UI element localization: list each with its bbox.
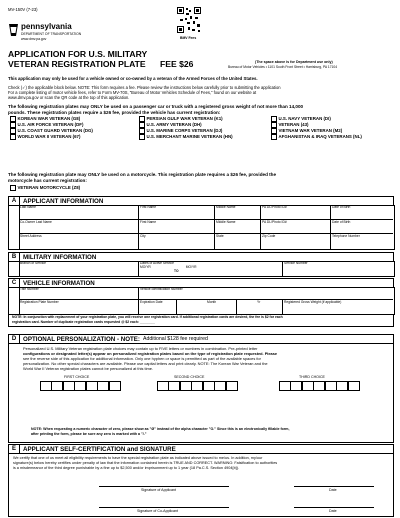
plate-option-air-force[interactable]: U.S. AIR FORCE VETERAN (DF): [10, 122, 139, 128]
co-owner-dl-id-field[interactable]: PA DL/Photo ID#: [261, 220, 331, 235]
section-fee-note: Additional $128 fee required: [143, 336, 208, 342]
zip-field[interactable]: Zip Code: [261, 234, 331, 249]
telephone-field[interactable]: Telephone Number: [332, 234, 360, 238]
agency-state: pennsylvania: [21, 22, 72, 31]
moto-note-2: motorcycle has current registration:: [8, 178, 87, 183]
plate-option-wwii[interactable]: WORLD WAR II VETERAN (67): [10, 134, 139, 140]
vehicle-note-2: registration card. Number of duplicate registration cards requested @ $2 each: ________: [12, 319, 155, 324]
section-letter: B: [9, 253, 20, 261]
checkbox[interactable]: [271, 122, 277, 128]
third-choice-label: THIRD CHOICE: [299, 375, 325, 379]
checkbox[interactable]: [271, 116, 277, 122]
letter-column-divider: [19, 205, 20, 249]
co-owner-dob-field[interactable]: Date of Birth: [331, 220, 393, 235]
fee-label: FEE $26: [160, 59, 194, 69]
plate-option-navy[interactable]: U.S. NAVY VETERAN (DI): [271, 116, 331, 122]
plate-option-coast-guard[interactable]: U.S. COAST GUARD VETERAN (DG): [10, 128, 139, 134]
intro-website-note: www.dmv.pa.gov or scan the QR code at the top of this application.: [8, 95, 130, 100]
applicant-signature-label: Signature of Applicant: [141, 488, 176, 492]
section-letter: E: [9, 445, 20, 453]
service-number-field[interactable]: Service Number: [284, 261, 308, 265]
intro-fee-note: For a complete listing of motor vehicle fees, refer to Form MV-70S, "Bureau of Motor Vehicles Schedule of Fees," found on our website at: [8, 90, 257, 95]
second-choice-boxes[interactable]: [157, 381, 238, 391]
dept-use-note: (The space above is for Department use only): [255, 60, 333, 64]
checkbox[interactable]: [139, 116, 145, 122]
checkbox[interactable]: [10, 128, 16, 134]
section-letter: D: [9, 335, 20, 343]
applicant-signature-line[interactable]: [99, 486, 229, 487]
branch-field[interactable]: Branch of Service: [19, 261, 139, 276]
plate-option-persian-gulf[interactable]: PERSIAN GULF WAR VETERAN (K1): [139, 116, 271, 122]
plate-option-army[interactable]: U.S. ARMY VETERAN (DH): [139, 122, 271, 128]
section-letter: C: [9, 279, 20, 287]
dob-field[interactable]: Date of Birth: [331, 205, 393, 220]
certification-text: We certify that one of us meet all eligibility requirements to have the special registration plate as indicated above issued to me/us. In addition, my/our signature(s) below hereby certifies under penalty of law that the information contained herein is TRUE AND CORRECT. WARNING: Falsification to authorities is a misdemeanor of the third degree punishable by a fine up to $2,500 and/or imprisonment up to 1 year (18 Pa.C.S. Section 4904[b]).: [13, 456, 278, 470]
dl-id-field[interactable]: PA DL/Photo ID#: [261, 205, 331, 220]
section-title: OPTIONAL PERSONALIZATION - NOTE:: [23, 335, 140, 343]
plate-option-marine-corps[interactable]: U.S. MARINE CORPS VETERAN (DJ): [139, 128, 271, 134]
street-address-field[interactable]: Street Address: [19, 234, 139, 249]
gross-weight-field[interactable]: Registered Gross Weight (if applicable): [284, 300, 342, 304]
certification-box: [8, 453, 394, 517]
service-dates-field[interactable]: Dates of Active Service MO/YR MO/YR TO: [139, 261, 283, 276]
plate-number-field[interactable]: Registration Plate Number: [19, 300, 139, 314]
plate-row: [10, 134, 392, 140]
checkbox[interactable]: [271, 134, 277, 140]
vin-field[interactable]: Vehicle Identification Number: [139, 287, 393, 300]
checkbox[interactable]: [271, 128, 277, 134]
plate-option-korean[interactable]: KOREAN WAR VETERAN (G8): [10, 116, 139, 122]
checkbox[interactable]: [139, 122, 145, 128]
letter-column-divider: [19, 261, 20, 276]
passenger-note-1: The following registration plates may ONLY be used on a passenger car or truck with a registered gross weight of not more than 14,000: [8, 104, 304, 109]
passenger-note-2: pounds. These registration plates require a $26 fee, provided the vehicle has current registration:: [8, 109, 221, 115]
vehicle-fields: [8, 287, 395, 315]
co-owner-last-name-field[interactable]: Co-Owner Last Name: [19, 220, 139, 235]
section-title: VEHICLE INFORMATION: [23, 279, 95, 287]
expiration-month-field[interactable]: Month: [177, 300, 237, 314]
checkbox[interactable]: [10, 122, 16, 128]
military-fields: [8, 261, 395, 277]
last-name-field[interactable]: Last Name: [19, 205, 139, 220]
title-line2: VETERAN REGISTRATION PLATE: [8, 59, 146, 69]
title-number-field[interactable]: Title Number: [19, 287, 139, 300]
plate-option-veteran[interactable]: VETERAN (43): [271, 122, 309, 128]
agency-url: www.dmv.pa.gov: [21, 37, 47, 41]
title-line1: APPLICATION FOR U.S. MILITARY: [8, 49, 148, 59]
checkbox[interactable]: [10, 185, 16, 191]
co-owner-first-name-field[interactable]: First Name: [139, 220, 215, 235]
section-title: APPLICANT SELF-CERTIFICATION and SIGNATURE: [23, 445, 176, 453]
letter-column-divider: [19, 287, 20, 314]
moto-note-1: The following registration plate may ONLY be used on a motorcycle. This registration plate requires a $26 fee, provided the: [8, 172, 277, 177]
expiration-year-field[interactable]: Yr: [237, 300, 283, 314]
qr-code-icon[interactable]: [176, 6, 202, 34]
qr-label: BMV Fees: [180, 36, 197, 40]
plate-option-merchant-marine[interactable]: U.S. MERCHANT MARINE VETERAN (HN): [139, 134, 271, 140]
plate-options: [10, 116, 392, 140]
agency-dept: DEPARTMENT OF TRANSPORTATION: [21, 32, 82, 36]
second-choice-label: SECOND CHOICE: [174, 375, 205, 379]
intro-check-note: Check (✓) the applicable block below. NOTE: This form requires a fee. Please review the instructions below carefully prior to submitting the application: [8, 85, 281, 90]
keystone-logo-icon: [8, 23, 19, 35]
co-owner-middle-name-field[interactable]: Middle Name: [215, 220, 261, 235]
applicant-fields: [8, 205, 395, 250]
first-name-field[interactable]: First Name: [139, 205, 215, 220]
third-choice-boxes[interactable]: [279, 381, 360, 391]
checkbox[interactable]: [139, 128, 145, 134]
checkbox[interactable]: [10, 116, 16, 122]
section-letter: A: [9, 197, 20, 205]
checkbox[interactable]: [10, 134, 16, 140]
co-applicant-date-label: Date: [329, 509, 337, 513]
co-applicant-signature-label: Signature of Co-Applicant: [137, 509, 178, 513]
city-field[interactable]: City: [139, 234, 215, 249]
section-title: MILITARY INFORMATION: [23, 253, 97, 261]
first-choice-label: FIRST CHOICE: [64, 375, 90, 379]
expiration-date-field[interactable]: Expiration Date: [139, 300, 177, 314]
plate-option-afghanistan-iraq[interactable]: AFGHANISTAN & IRAQ VETERANS (NL): [271, 134, 362, 140]
zero-note-1: NOTE: When requesting a numeric character of zero, please show as "Ø" instead of the alpha character "O." Since this is an electronically fillable form,: [31, 427, 290, 431]
vehicle-note-1: NOTE: In conjunction with replacement of your registration plate, you will receive one registration card. If additional registration cards are desired, the fee is $2 for each: [12, 315, 283, 319]
first-choice-boxes[interactable]: [40, 381, 121, 391]
co-applicant-signature-line[interactable]: [99, 507, 229, 508]
section-title: APPLICANT INFORMATION: [23, 197, 104, 205]
intro-owner-note: This application may only be used for a vehicle owned or co-owned by a veteran of the Armed Forces of the United States.: [8, 76, 258, 81]
plate-option-motorcycle[interactable]: VETERAN MOTORCYCLE (Z8): [10, 185, 80, 191]
vehicle-note-box: [8, 314, 394, 327]
applicant-date-line[interactable]: [294, 486, 374, 487]
middle-name-field[interactable]: Middle Name: [215, 205, 261, 220]
personalization-box: [8, 343, 394, 443]
bureau-address: Bureau of Motor Vehicles • 1101 South Front Street • Harrisburg, PA 17104: [228, 65, 338, 69]
plate-option-vietnam[interactable]: VIETNAM WAR VETERAN (M2): [271, 128, 342, 134]
form-id: MV-150V (7-23): [8, 7, 38, 12]
state-field[interactable]: State: [215, 234, 261, 249]
applicant-date-label: Date: [329, 488, 337, 492]
personalization-text: Personalized U.S. Military Veteran registration plate choices may contain up to FIVE letters or numbers in combination. Pre-printed letter configurations or designated letter(s) appear on personalized registration plates based on the type of registration plate requested. Please see the reverse side of this application for additional information. Only one hyphen or space is permitted as part of the available spaces for personalization. No other special characters are available. Please use capital letters and print clearly. NOTE: The Korean War Veteran and the World War II Veteran registration plates cannot be personalized at this time.: [23, 346, 278, 372]
checkbox[interactable]: [139, 134, 145, 140]
zero-note-2: after printing the form, please be sure any zero is marked with a "/.": [31, 432, 147, 436]
co-applicant-date-line[interactable]: [294, 507, 374, 508]
